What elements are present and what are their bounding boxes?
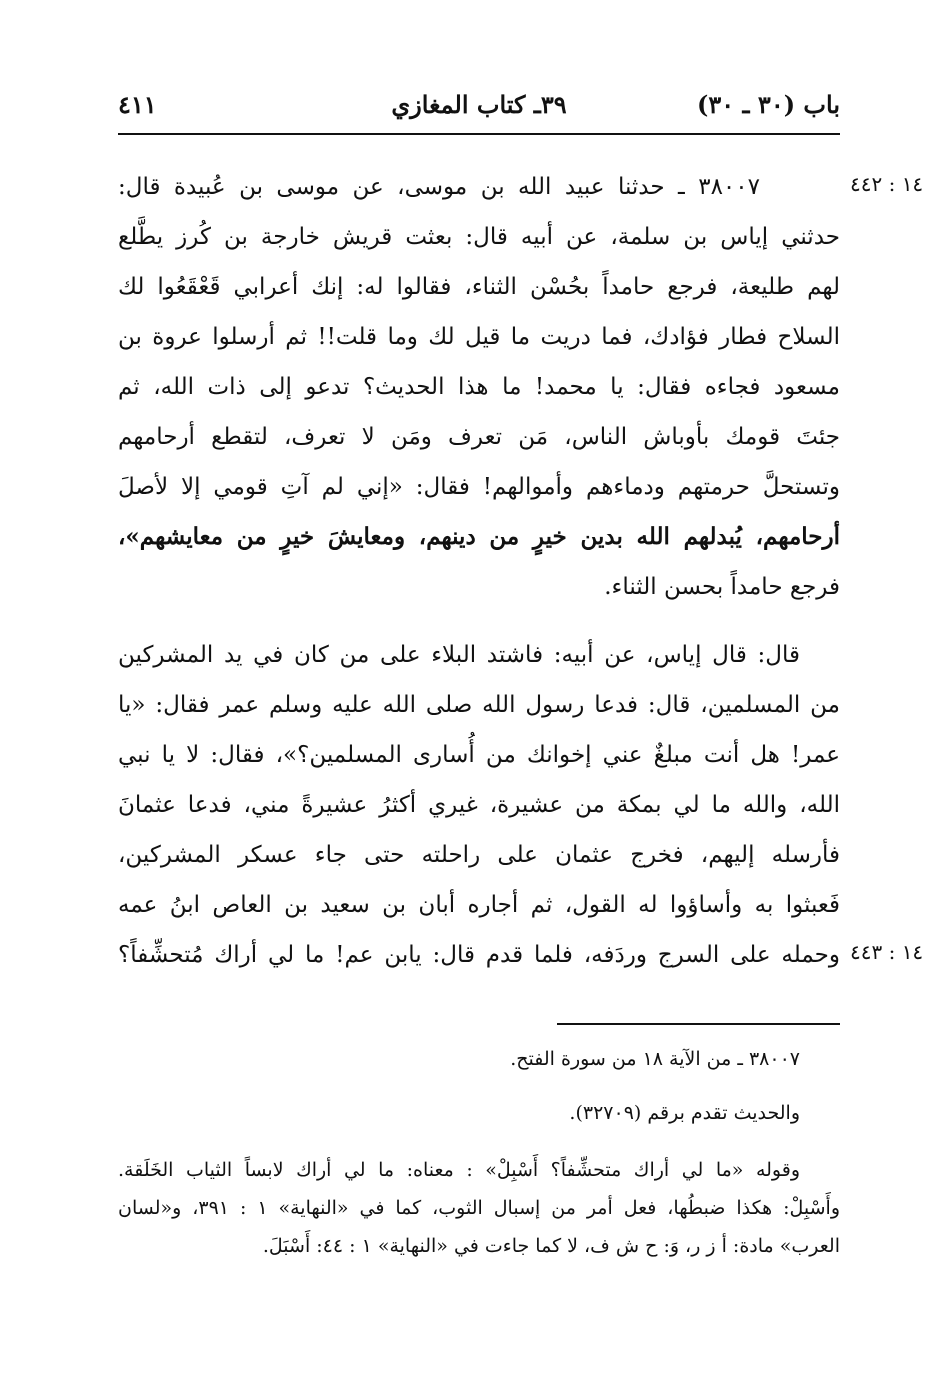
page-number: ٤١١ (118, 90, 157, 119)
footnote-1 (118, 1040, 840, 1078)
text-line: حدثني إياس بن سلمة، عن أبيه قال: بعثت قريش خارجة بن كُرز يطَّلع (118, 224, 840, 250)
book-title: ٣٩ـ كتاب المغازي (391, 90, 567, 119)
hadith-paragraph-1 (118, 162, 840, 612)
text-line: عمر! هل أنت مبلغٌ عني إخوانك من أُسارى المسلمين؟»، فقال: لا يا نبي (118, 742, 840, 768)
text-line: فأرسله إليهم، فخرج عثمان على راحلته حتى جاء عسكر المشركين، (118, 842, 840, 868)
margin-reference: ١٤ : ٤٤٢ (850, 172, 924, 196)
footnote-line: والحديث تقدم برقم (٣٢٧٠٩). (569, 1102, 800, 1124)
text-line: السلاح فطار فؤادك، فما دريت ما قيل لك وما قلت!! ثم أرسلوا عروة بن (118, 324, 840, 350)
text-line: فرجع حامداً بحسن الثناء. (604, 574, 840, 600)
text-line: وتستحلَّ حرمتهم ودماءهم وأموالهم! فقال: «إني لم آتِ قومي إلا لأصلَ (118, 474, 840, 500)
text-line: من المسلمين، قال: فدعا رسول الله صلى الله عليه وسلم عمر فقال: «يا (118, 692, 840, 718)
margin-reference: ١٤ : ٤٤٣ (850, 940, 924, 964)
footnote-line: العرب» مادة: أ ز ر، وَ: ح ش ف، لا كما جاءت في «النهاية» ١ : ٤٤: أَسْبَلَ. (262, 1235, 840, 1257)
text-line: الله، والله ما لي بمكة من عشيرة، غيري أكثرُ عشيرةً مني، فدعا عثمانَ (118, 792, 840, 818)
text-line: جئتَ قومك بأوباش الناس، مَن تعرف ومَن لا تعرف، لتقطع أرحامهم (118, 424, 840, 450)
footnote-3 (118, 1151, 840, 1265)
hadith-paragraph-2 (118, 630, 840, 980)
text-line: أرحامهم، يُبدلهم الله بدين خيرٍ من دينهم، ومعايشَ خيرٍ من معايشهم»، (118, 523, 840, 550)
page-header (118, 82, 840, 128)
text-line: مسعود فجاءه فقال: يا محمد! ما هذا الحديث؟ تدعو إلى ذات الله، ثم (118, 374, 840, 400)
text-line: ٣٨٠٠٧ ـ حدثنا عبيد الله بن موسى، عن موسى بن عُبيدة قال: (118, 174, 760, 200)
footnote-line: وقوله «ما لي أراك متحشِّفاً؟ أَسْبِلْ» : معناه: ما لي أراك لابساً الثياب الخَلَقة. (118, 1159, 800, 1181)
chapter-reference: باب (٣٠ ـ ٣٠) (697, 90, 840, 119)
text-line: قال: قال إياس، عن أبيه: فاشتد البلاء على من كان في يد المشركين (118, 642, 800, 668)
text-line: فَعبثوا به وأساؤوا له القول، ثم أجاره أبان بن سعيد بن العاص ابنُ عمه (118, 892, 840, 918)
footnote-2 (118, 1094, 840, 1132)
footnote-line: وأَسْبِلْ: هكذا ضبطُها، فعل أمر من إسبال الثوب، كما في «النهاية» ١ : ٣٩١، و«لسان (118, 1197, 840, 1219)
footnote-line: ٣٨٠٠٧ ـ من الآية ١٨ من سورة الفتح. (510, 1048, 800, 1070)
footnote-divider (557, 1023, 840, 1025)
header-divider (118, 133, 840, 135)
text-line: لهم طليعة، فرجع حامداً بحُسْن الثناء، فقالوا له: إنك أعرابي قَعْقَعُوا لك (118, 274, 840, 300)
text-line: وحمله على السرج وردَفه، فلما قدم قال: يابن عم! ما لي أراك مُتحشِّفاً؟ (118, 942, 840, 968)
